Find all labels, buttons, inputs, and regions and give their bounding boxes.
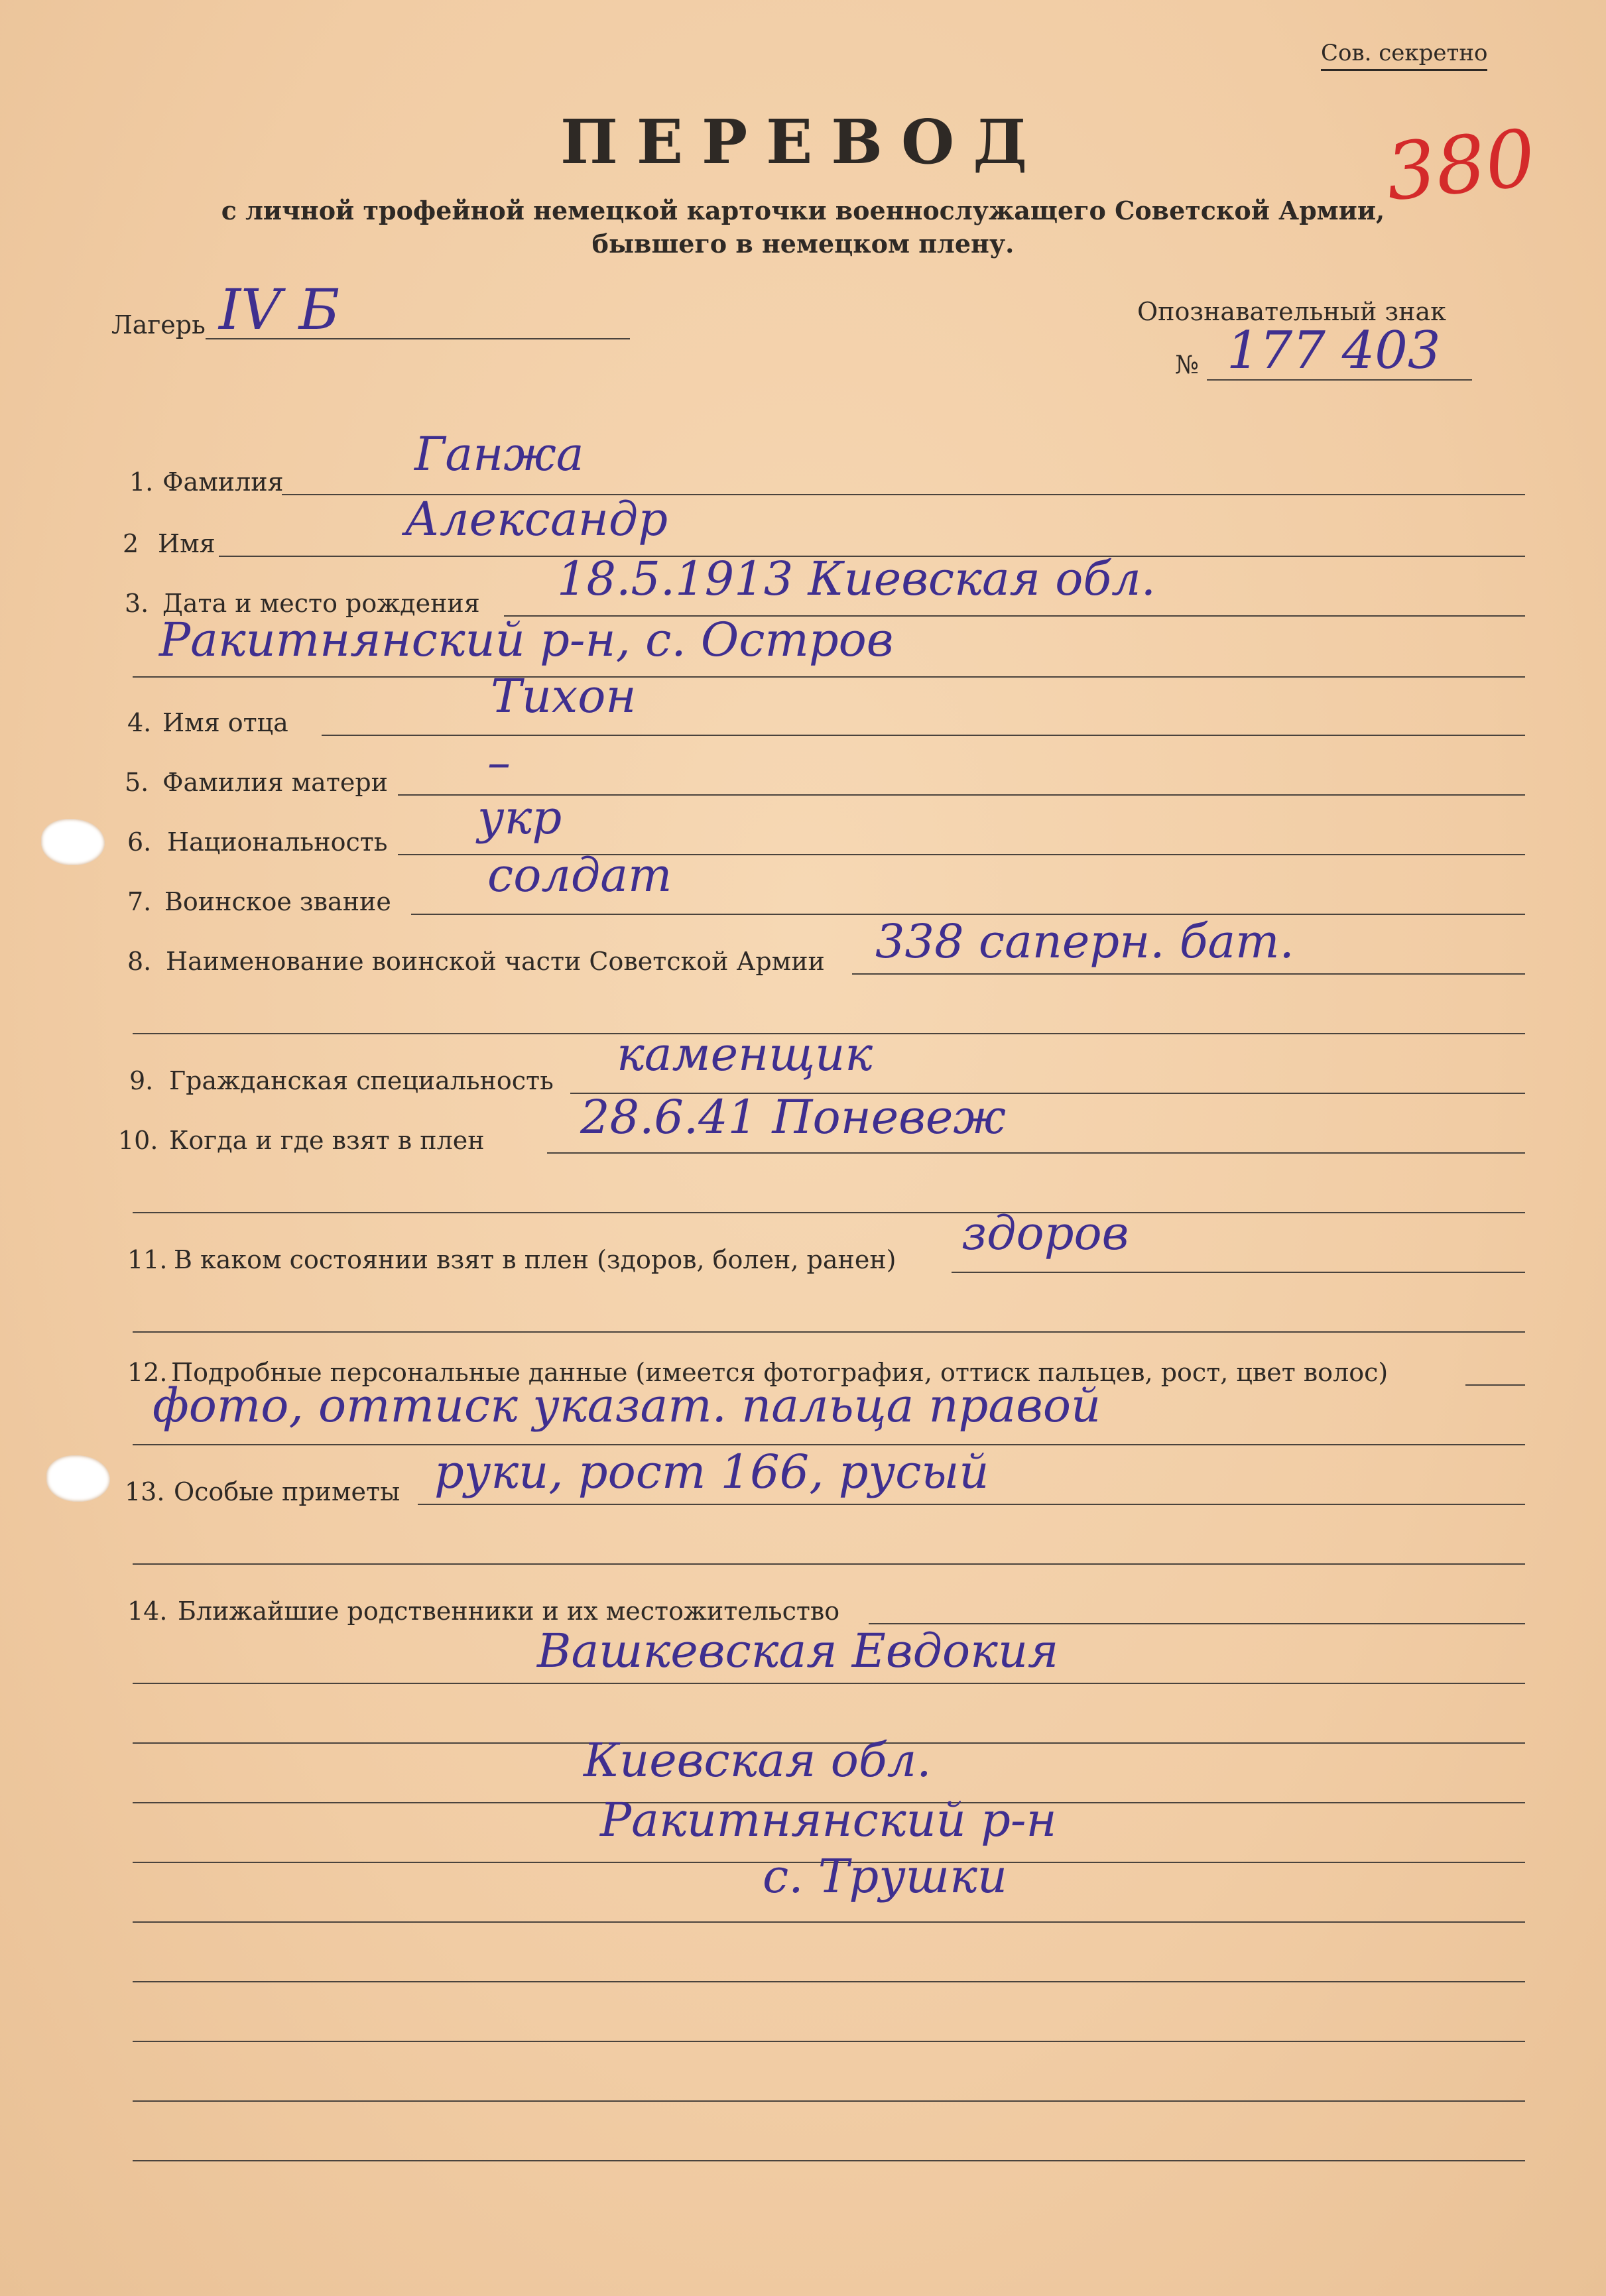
field-14-rule-2 [133,1683,1525,1684]
field-11-num: 11. [127,1245,168,1274]
field-5-value: – [487,735,511,790]
field-11-rule [952,1272,1525,1273]
field-13-label: Особые приметы [174,1477,401,1506]
field-11-value: здоров [961,1206,1129,1260]
punch-hole-top [41,819,105,865]
field-8-label: Наименование воинской части Советской Армии [166,947,825,976]
field-10-value: 28.6.41 Поневеж [580,1090,1006,1144]
field-3-rule-2 [133,676,1525,678]
field-3-value: 18.5.1913 Киевская обл. [557,552,1156,606]
field-2-num: 2 [123,529,139,558]
field-14-rule-10 [133,2160,1525,2161]
field-14-rule-7 [133,1981,1525,1982]
field-9-num: 9. [129,1066,154,1095]
field-14-label: Ближайшие родственники и их местожительство [178,1597,840,1626]
field-14-value: Вашкевская Евдокия [537,1624,1059,1678]
field-2-value: Александр [404,492,668,546]
field-14-address-line-1: Киевская обл. [584,1733,932,1787]
camp-label: Лагерь [111,310,206,339]
field-6-label: Национальность [167,827,388,857]
field-7-label: Воинское звание [164,887,391,916]
document-title: ПЕРЕВОД [560,106,1046,178]
subtitle-line-2: бывшего в немецком плену. [591,229,1015,259]
subtitle-line-1: с личной трофейной немецкой карточки военнослужащего Советской Армии, [221,196,1385,225]
field-14-address-line-2: Ракитнянский р-н [600,1793,1057,1847]
field-5-label: Фамилия матери [162,768,388,797]
field-11-rule-2 [133,1331,1525,1333]
punch-hole-bottom [46,1455,110,1502]
field-10-rule [547,1152,1525,1154]
field-5-rule [398,794,1525,796]
field-13-num: 13. [125,1477,165,1506]
field-6-num: 6. [127,827,152,857]
field-5-num: 5. [125,768,149,797]
field-14-rule-8 [133,2041,1525,2042]
field-1-label: Фамилия [162,467,284,497]
classification-stamp: Сов. секретно [1321,40,1487,71]
field-12-rule [1465,1384,1525,1386]
field-13-value: руки, рост 166, русый [434,1445,989,1499]
field-9-value: каменщик [617,1027,873,1081]
field-3-num: 3. [125,589,149,618]
camp-value: IV Б [219,277,340,342]
field-9-label: Гражданская специальность [169,1066,554,1095]
field-11-label: В каком состоянии взят в плен (здоров, болен, ранен) [174,1245,896,1274]
field-12-label: Подробные персональные данные (имеется фотография, оттиск пальцев, рост, цвет волос) [171,1358,1389,1387]
field-3-value-2: Ракитнянский р-н, с. Остров [159,613,894,667]
field-10-rule-2 [133,1212,1525,1213]
field-4-num: 4. [127,708,152,737]
field-2-label: Имя [158,529,216,558]
field-14-num: 14. [127,1597,168,1626]
field-8-rule [852,973,1525,975]
id-mark-number-sign: № [1175,350,1199,379]
field-14-address-line-3: с. Трушки [763,1849,1008,1903]
field-4-value: Тихон [491,669,637,723]
field-1-value: Ганжа [414,427,584,481]
field-12-num: 12. [127,1358,168,1387]
field-12-value: фото, оттиск указат. пальца правой [153,1378,1101,1433]
field-10-label: Когда и где взят в плен [169,1126,485,1155]
field-7-value: солдат [487,848,672,902]
field-14-rule-9 [133,2100,1525,2102]
id-mark-value: 177 403 [1227,321,1441,381]
field-6-value: укр [477,790,562,845]
archive-number: 380 [1381,111,1540,219]
id-mark-label: Опознавательный знак [1137,297,1446,326]
field-13-rule-2 [133,1563,1525,1565]
field-4-label: Имя отца [162,708,288,737]
field-8-value: 338 саперн. бат. [875,914,1294,969]
field-3-label: Дата и место рождения [162,589,480,618]
field-8-num: 8. [127,947,152,976]
field-10-num: 10. [118,1126,158,1155]
field-14-rule-6 [133,1921,1525,1923]
field-13-rule [418,1504,1525,1505]
field-1-num: 1. [129,467,154,497]
field-7-num: 7. [127,887,152,916]
